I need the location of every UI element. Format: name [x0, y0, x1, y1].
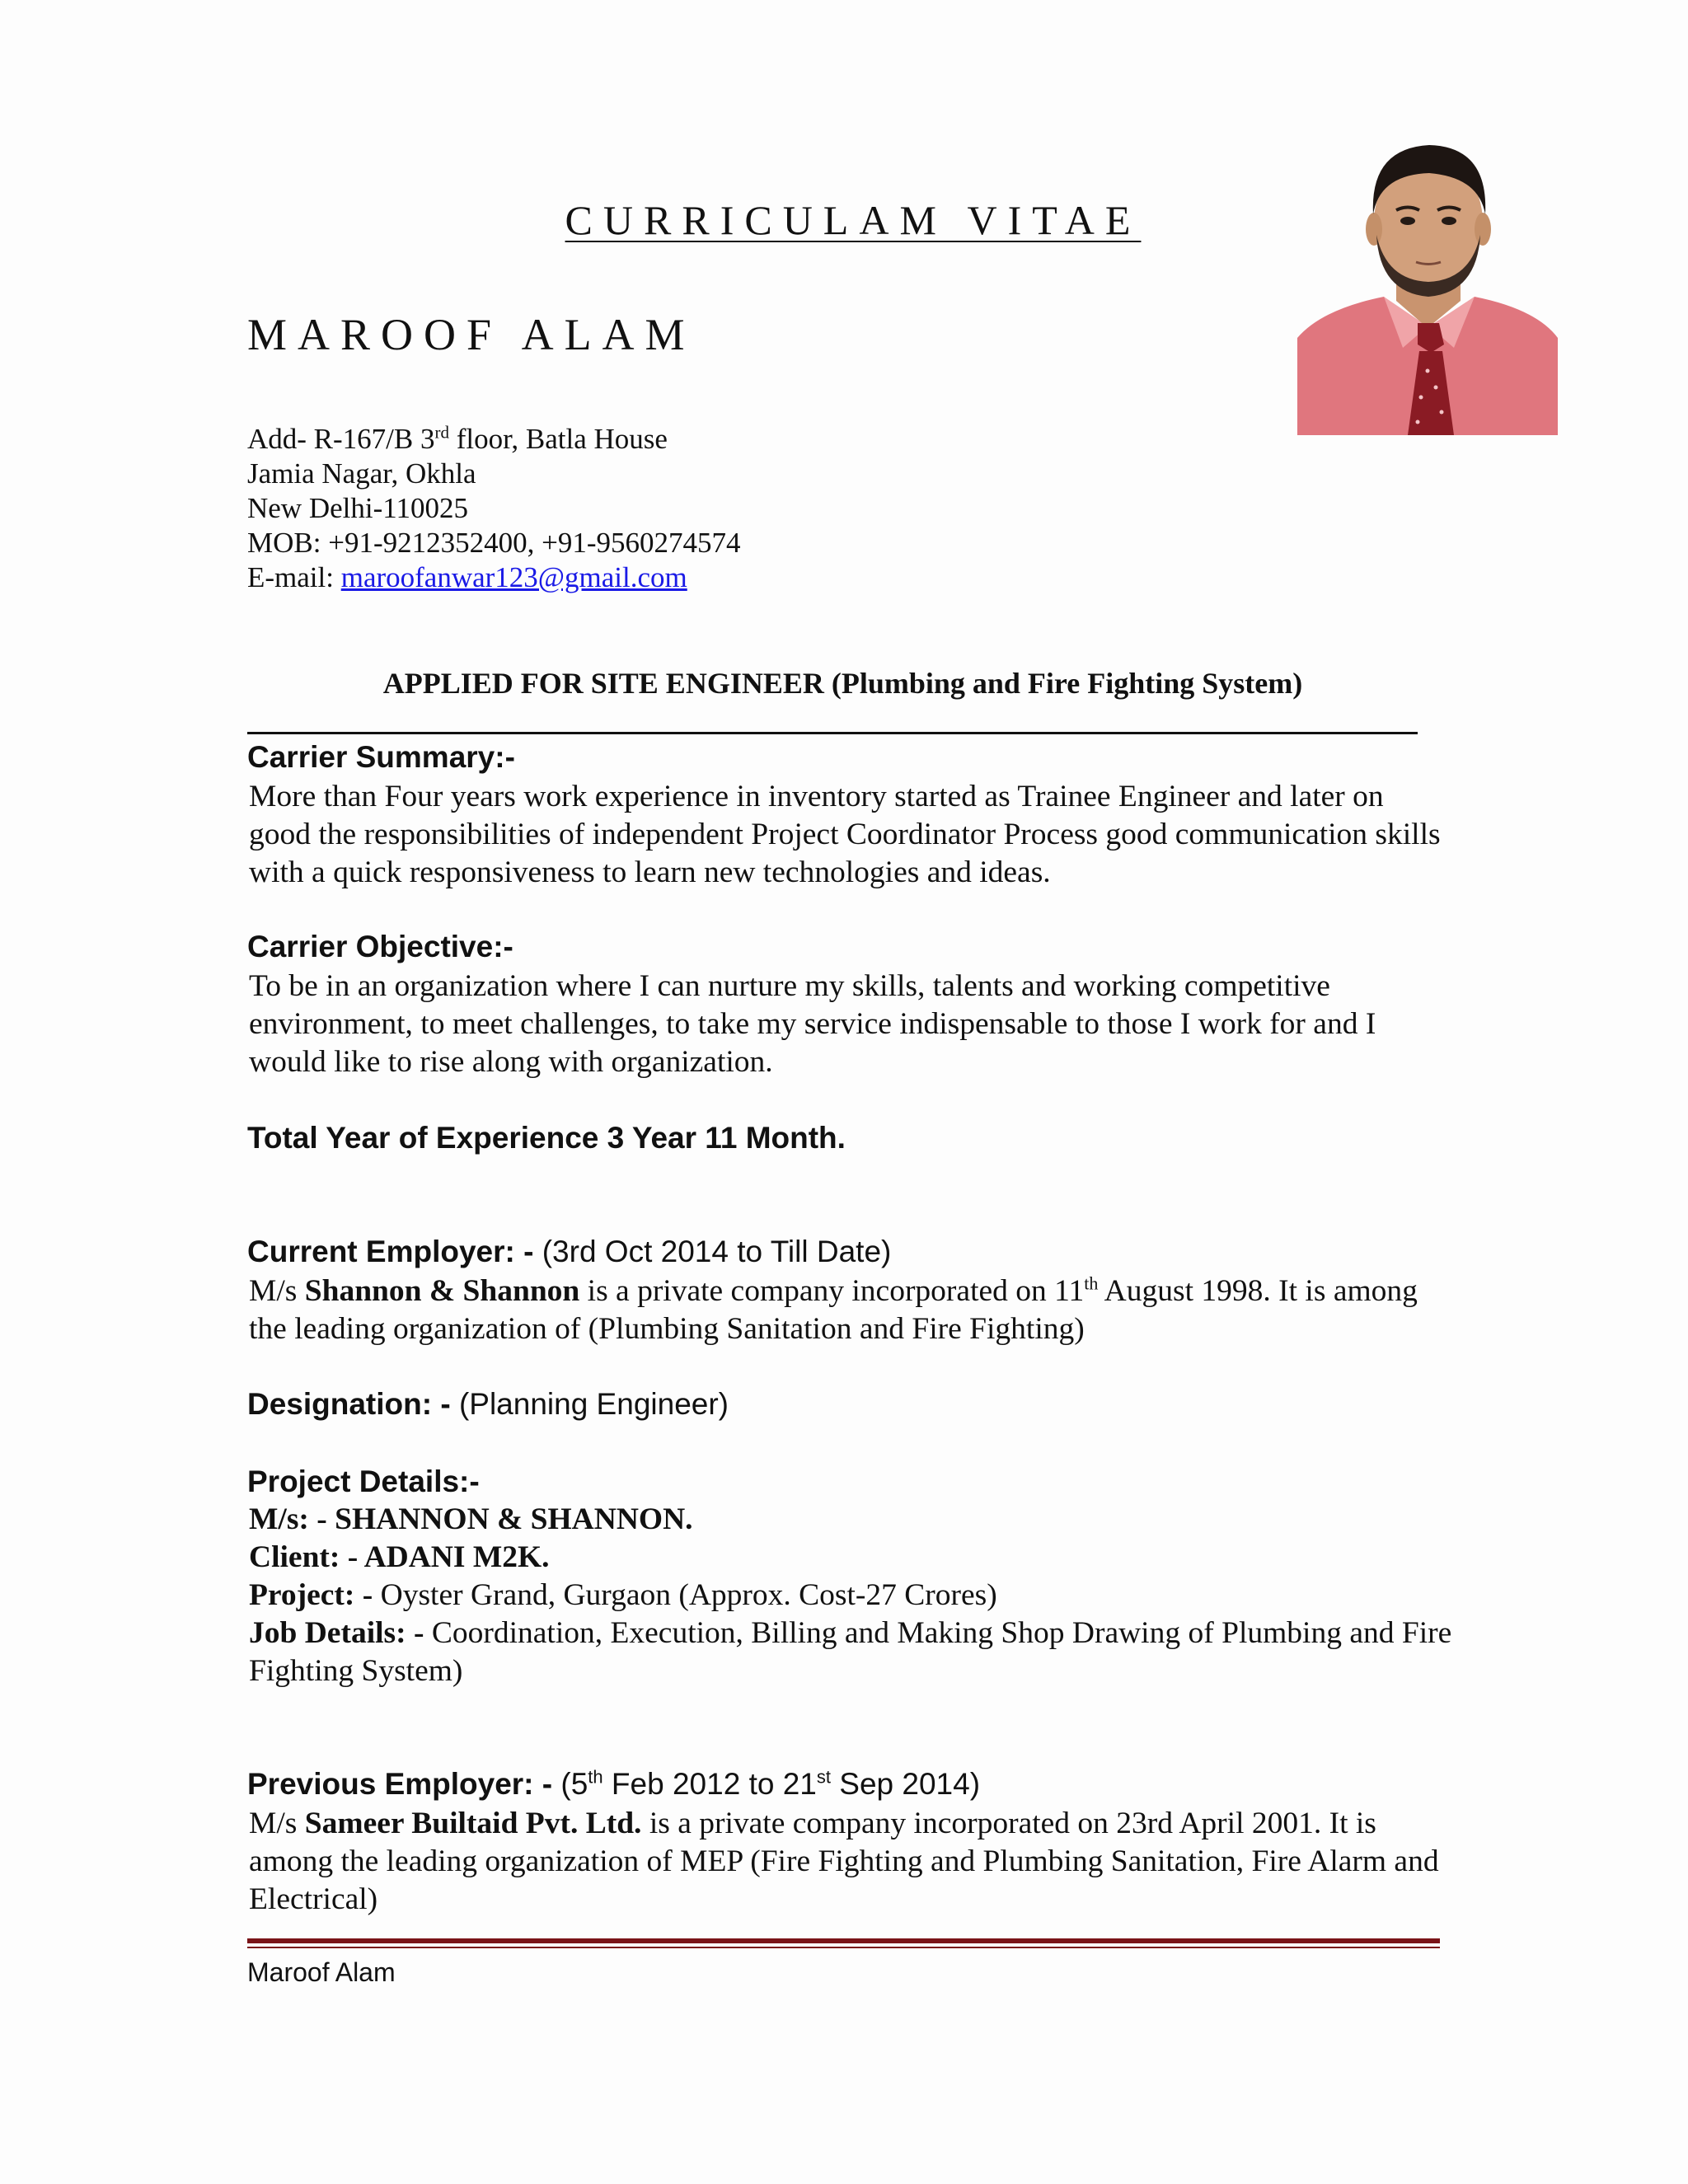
current-employer-heading: Current Employer: - (3rd Oct 2014 to Till Date) — [247, 1235, 892, 1268]
current-employer-description: M/s Shannon & Shannon is a private company incorporated on 11th August 1998. It is among the leading organization of (Plumbing Sanitation and Fire Fighting) — [249, 1272, 1418, 1346]
project-ms: M/s: - SHANNON & SHANNON. — [249, 1502, 693, 1536]
person-portrait-icon — [1297, 132, 1558, 435]
address-line-1: Add- R-167/B 3rd floor, Batla House — [247, 422, 668, 455]
designation: Designation: - (Planning Engineer) — [247, 1387, 729, 1421]
footer-name: Maroof Alam — [247, 1957, 396, 1987]
carrier-objective-text: To be in an organization where I can nurture my skills, talents and working competitive environment, to meet challenges, to take my service indispensable to those I work for and I would like to rise along with organization. — [249, 969, 1376, 1079]
previous-employer-heading: Previous Employer: - (5th Feb 2012 to 21st Sep 2014) — [247, 1766, 981, 1801]
applied-for-heading: APPLIED FOR SITE ENGINEER (Plumbing and Fire Fighting System) — [382, 667, 1303, 700]
project-name: Project: - Oyster Grand, Gurgaon (Approx. Cost-27 Crores) — [249, 1578, 997, 1612]
page-title: CURRICULAM VITAE — [565, 197, 1142, 243]
carrier-objective-heading: Carrier Objective:- — [247, 930, 513, 963]
project-details-heading: Project Details:- — [247, 1465, 480, 1498]
total-experience: Total Year of Experience 3 Year 11 Month. — [247, 1121, 846, 1155]
candidate-name: MAROOF ALAM — [247, 310, 696, 359]
divider — [247, 732, 1418, 734]
previous-employer-description: M/s Sameer Builtaid Pvt. Ltd. is a private company incorporated on 23rd April 2001. It is among the leading organization of MEP (Fire Fighting and Plumbing Sanitation, Fire Alarm and Electrical) — [249, 1807, 1439, 1916]
carrier-summary-heading: Carrier Summary:- — [247, 740, 515, 774]
project-job-details: Job Details: - Coordination, Execution, Billing and Making Shop Drawing of Plumbing and Fire Fighting System) — [249, 1616, 1452, 1688]
address-line-3: New Delhi-110025 — [247, 492, 468, 524]
profile-photo — [1297, 132, 1558, 435]
project-client: Client: - ADANI M2K. — [249, 1540, 550, 1574]
address-line-2: Jamia Nagar, Okhla — [247, 457, 476, 490]
email-line: E-mail: maroofanwar123@gmail.com — [247, 561, 687, 593]
email-link[interactable]: maroofanwar123@gmail.com — [340, 561, 687, 593]
footer-rule-thin — [247, 1947, 1440, 1948]
footer-rule — [247, 1938, 1440, 1943]
carrier-summary-text: More than Four years work experience in inventory started as Trainee Engineer and later on good the responsibilities of independent Project Coordinator Process good communication skills with a quick responsiveness to learn new technologies and ideas. — [249, 780, 1441, 889]
mobile-numbers: MOB: +91-9212352400, +91-9560274574 — [247, 527, 741, 559]
